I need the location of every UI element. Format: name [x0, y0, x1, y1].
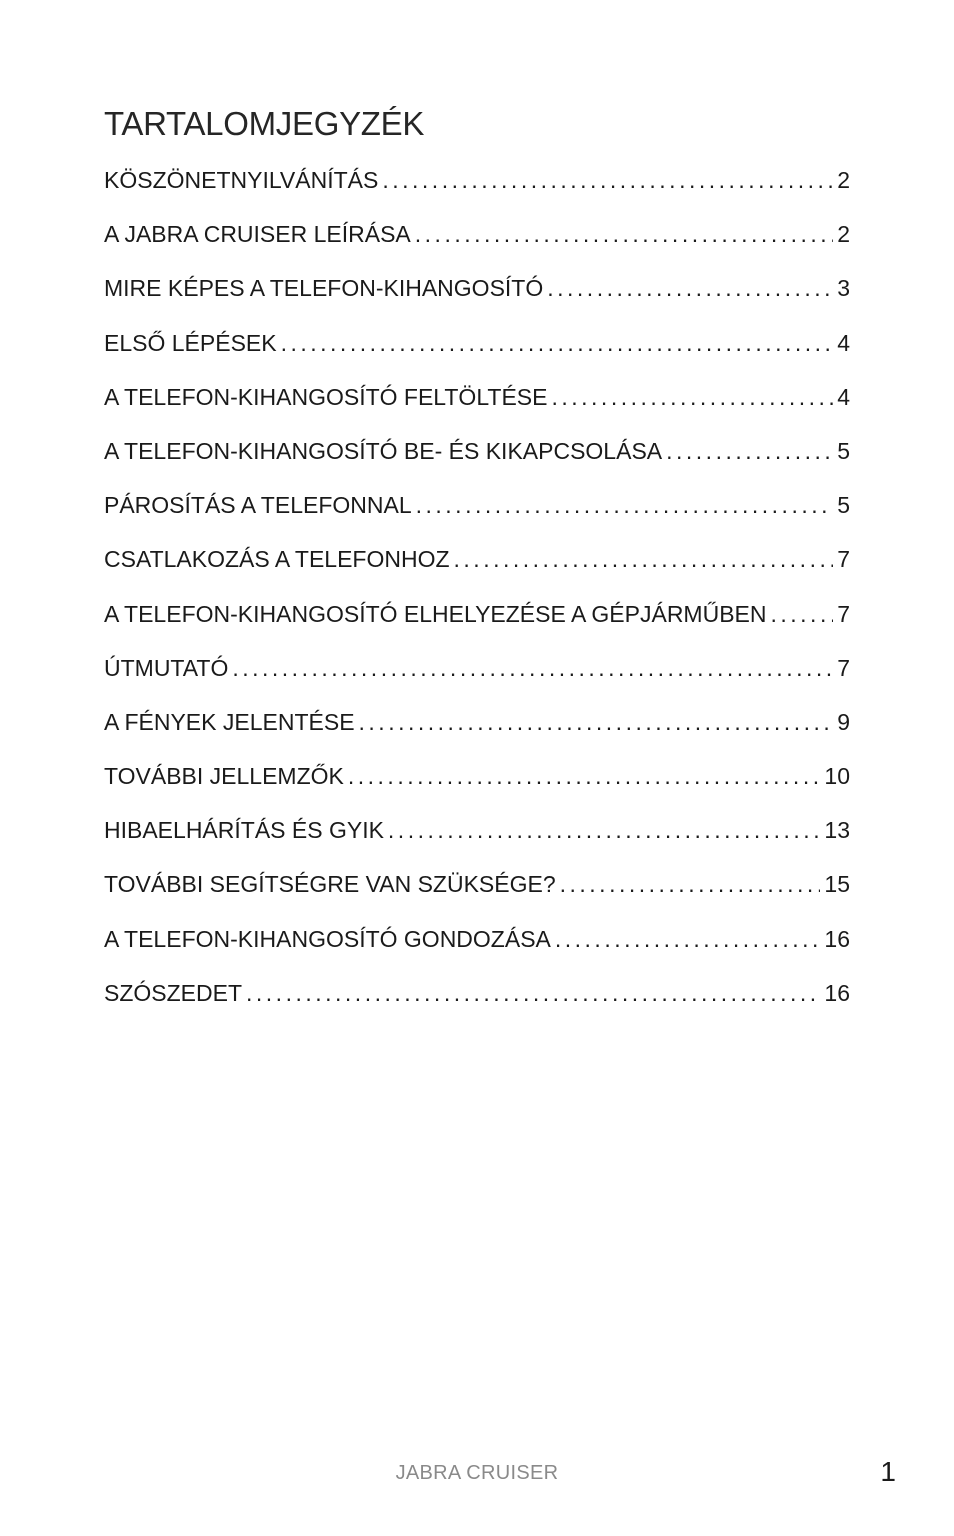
toc-entry-label: A FÉNYEK JELENTÉSE — [104, 708, 355, 735]
toc-entry-label: ELSŐ LÉPÉSEK — [104, 329, 277, 356]
toc-dot-leader — [415, 214, 833, 254]
toc-entry-label: PÁROSÍTÁS A TELEFONNAL — [104, 492, 412, 519]
toc-entry-hibaelharitas[interactable] — [104, 810, 850, 864]
toc-entry-page: 15 — [824, 871, 850, 898]
toc-entry-szoszedet[interactable] — [104, 973, 850, 1027]
toc-entry-tovabbi-segitseg[interactable] — [104, 864, 850, 918]
toc-dot-leader — [359, 702, 834, 742]
toc-entry-page: 13 — [824, 817, 850, 844]
toc-list — [104, 160, 850, 1027]
toc-entry-be-es-kikapcsolasa[interactable] — [104, 431, 850, 485]
toc-dot-leader — [348, 756, 821, 796]
page-number: 1 — [880, 1456, 896, 1487]
toc-entry-page: 3 — [837, 275, 850, 302]
toc-entry-csatlakozas[interactable] — [104, 539, 850, 593]
toc-dot-leader — [666, 431, 833, 471]
toc-entry-page: 9 — [837, 708, 850, 735]
toc-entry-elhelyezese[interactable] — [104, 594, 850, 648]
toc-entry-label: A JABRA CRUISER LEÍRÁSA — [104, 221, 411, 248]
toc-entry-page: 7 — [837, 600, 850, 627]
toc-dot-leader — [281, 323, 834, 363]
toc-dot-leader — [547, 268, 833, 308]
toc-entry-mire-kepes[interactable] — [104, 268, 850, 322]
toc-entry-label: A TELEFON-KIHANGOSÍTÓ ELHELYEZÉSE A GÉPJÁRMŰBEN — [104, 600, 767, 627]
toc-entry-koszonetnyilvanitas[interactable] — [104, 160, 850, 214]
toc-dot-leader — [246, 973, 820, 1013]
toc-entry-page: 16 — [824, 925, 850, 952]
toc-entry-label: A TELEFON-KIHANGOSÍTÓ BE- ÉS KIKAPCSOLÁSA — [104, 437, 663, 464]
toc-dot-leader — [555, 919, 821, 959]
toc-entry-label: HIBAELHÁRÍTÁS ÉS GYIK — [104, 817, 384, 844]
toc-dot-leader — [454, 539, 834, 579]
toc-entry-fenyek-jelentese[interactable] — [104, 702, 850, 756]
toc-entry-label: A TELEFON-KIHANGOSÍTÓ GONDOZÁSA — [104, 925, 551, 952]
toc-entry-label: A TELEFON-KIHANGOSÍTÓ FELTÖLTÉSE — [104, 383, 548, 410]
toc-entry-label: SZÓSZEDET — [104, 979, 243, 1006]
toc-entry-tovabbi-jellemzok[interactable] — [104, 756, 850, 810]
toc-dot-leader — [771, 594, 834, 634]
toc-entry-page: 5 — [837, 492, 850, 519]
toc-entry-page: 2 — [837, 221, 850, 248]
toc-entry-label: ÚTMUTATÓ — [104, 654, 229, 681]
toc-dot-leader — [388, 810, 820, 850]
toc-entry-page: 16 — [824, 979, 850, 1006]
toc-entry-gondozasa[interactable] — [104, 919, 850, 973]
toc-dot-leader — [551, 377, 833, 417]
toc-title: TARTALOMJEGYZÉK — [104, 105, 425, 142]
toc-entry-page: 4 — [837, 329, 850, 356]
toc-entry-page: 2 — [837, 167, 850, 193]
toc-entry-page: 4 — [837, 383, 850, 410]
toc-entry-label: TOVÁBBI SEGÍTSÉGRE VAN SZÜKSÉGE? — [104, 871, 556, 898]
toc-entry-page: 7 — [837, 654, 850, 681]
toc-entry-elso-lepesek[interactable] — [104, 323, 850, 377]
toc-entry-feltoltese[interactable] — [104, 377, 850, 431]
toc-dot-leader — [416, 485, 834, 525]
toc-entry-page: 7 — [837, 546, 850, 573]
toc-entry-parositas[interactable] — [104, 485, 850, 539]
toc-entry-leirasa[interactable] — [104, 214, 850, 268]
toc-dot-leader — [232, 648, 833, 688]
toc-entry-page: 5 — [837, 437, 850, 464]
toc-entry-label: MIRE KÉPES A TELEFON-KIHANGOSÍTÓ — [104, 275, 544, 302]
toc-entry-label: CSATLAKOZÁS A TELEFONHOZ — [104, 546, 450, 573]
toc-entry-label: TOVÁBBI JELLEMZŐK — [104, 763, 344, 790]
toc-dot-leader — [382, 160, 833, 200]
footer-product-name: JABRA CRUISER — [395, 1462, 559, 1484]
toc-dot-leader — [560, 864, 821, 904]
toc-entry-page: 10 — [824, 763, 850, 790]
toc-entry-utmutato[interactable] — [104, 648, 850, 702]
toc-entry-label: KÖSZÖNETNYILVÁNÍTÁS — [104, 167, 379, 193]
